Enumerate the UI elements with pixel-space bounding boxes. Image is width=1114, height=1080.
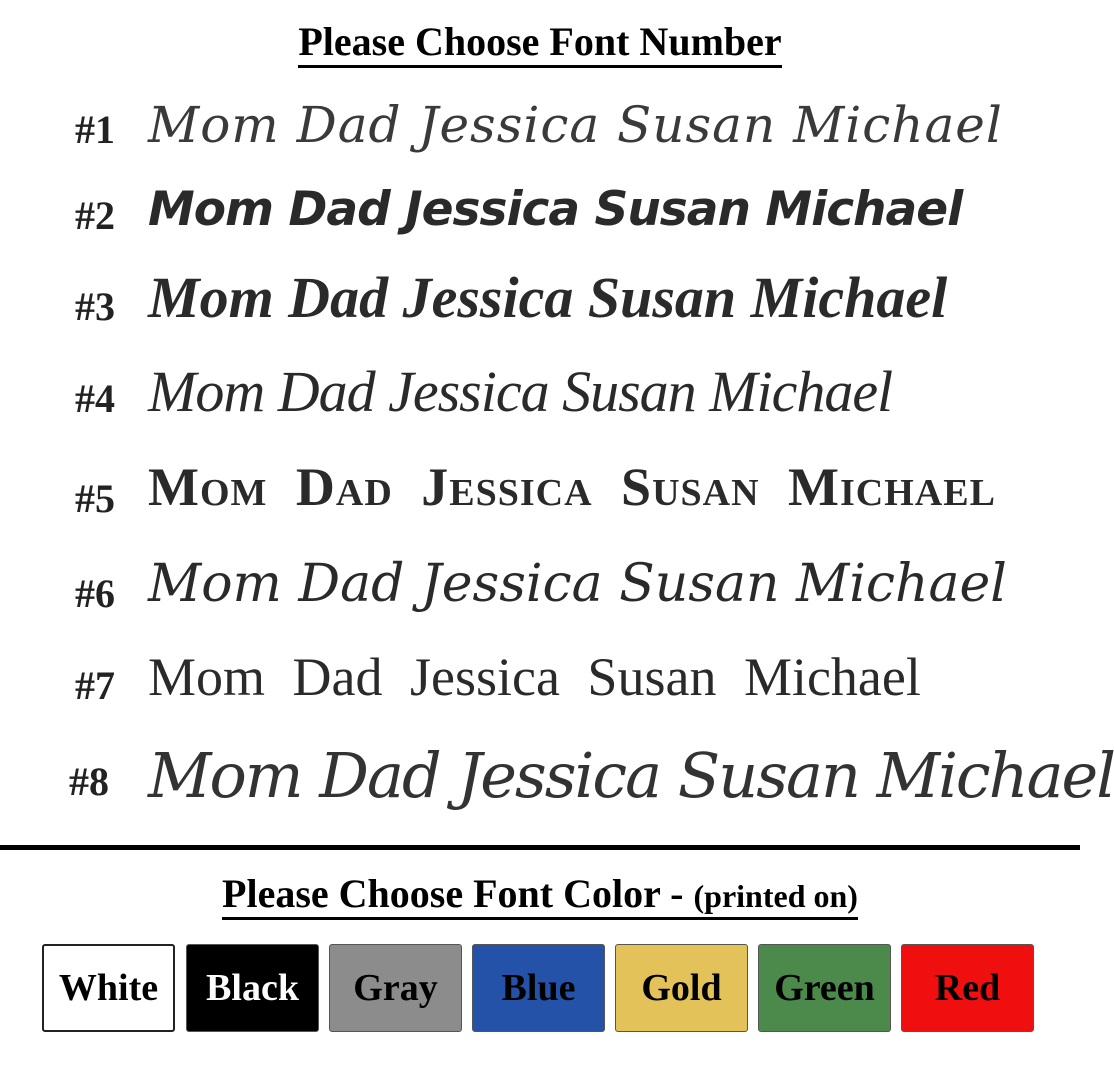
font-option-6[interactable] <box>0 552 1080 642</box>
font-number-label: #5 <box>75 476 115 521</box>
font-sample-text: Mom Dad Jessica Susan Michael <box>148 96 1003 154</box>
font-number-label: #6 <box>75 571 115 616</box>
font-number-label: #1 <box>75 107 115 152</box>
font-option-2[interactable] <box>0 180 1080 270</box>
color-heading-text <box>222 873 858 920</box>
font-number-label: #3 <box>75 284 115 329</box>
font-number-label: #2 <box>75 193 115 238</box>
font-option-4[interactable] <box>0 358 1080 448</box>
font-heading-text: Please Choose Font Number <box>298 21 781 68</box>
font-option-1[interactable] <box>0 92 1080 182</box>
font-sample-text: Mom Dad Jessica Susan Michael <box>148 182 963 237</box>
color-swatch-gray[interactable]: Gray <box>329 944 462 1032</box>
color-heading-title: Please Choose Font Color - <box>222 871 694 916</box>
font-sample-text: Mom Dad Jessica Susan Michael <box>148 457 996 517</box>
font-option-5[interactable] <box>0 456 1080 546</box>
font-sample-text: Mom Dad Jessica Susan Michael <box>148 739 1114 812</box>
section-divider <box>0 845 1080 850</box>
font-heading <box>0 18 1080 68</box>
color-swatch-black[interactable]: Black <box>186 944 319 1032</box>
font-option-7[interactable] <box>0 646 1080 736</box>
font-sample-text: Mom Dad Jessica Susan Michael <box>148 265 948 330</box>
color-swatch-gold[interactable]: Gold <box>615 944 748 1032</box>
font-option-8[interactable] <box>0 738 1114 828</box>
color-swatch-green[interactable]: Green <box>758 944 891 1032</box>
color-heading <box>0 870 1080 920</box>
color-heading-subtitle: (printed on) <box>693 878 858 914</box>
color-swatch-red[interactable]: Red <box>901 944 1034 1032</box>
font-sample-text: Mom Dad Jessica Susan Michael <box>148 359 893 424</box>
color-swatch-white[interactable]: White <box>42 944 175 1032</box>
color-swatch-blue[interactable]: Blue <box>472 944 605 1032</box>
font-number-label: #7 <box>75 663 115 708</box>
font-sample-text: Mom Dad Jessica Susan Michael <box>148 647 921 707</box>
font-sample-text: Mom Dad Jessica Susan Michael <box>148 554 1007 614</box>
font-number-label: #4 <box>75 376 115 421</box>
font-option-3[interactable] <box>0 266 1080 356</box>
font-number-label: #8 <box>69 759 109 804</box>
